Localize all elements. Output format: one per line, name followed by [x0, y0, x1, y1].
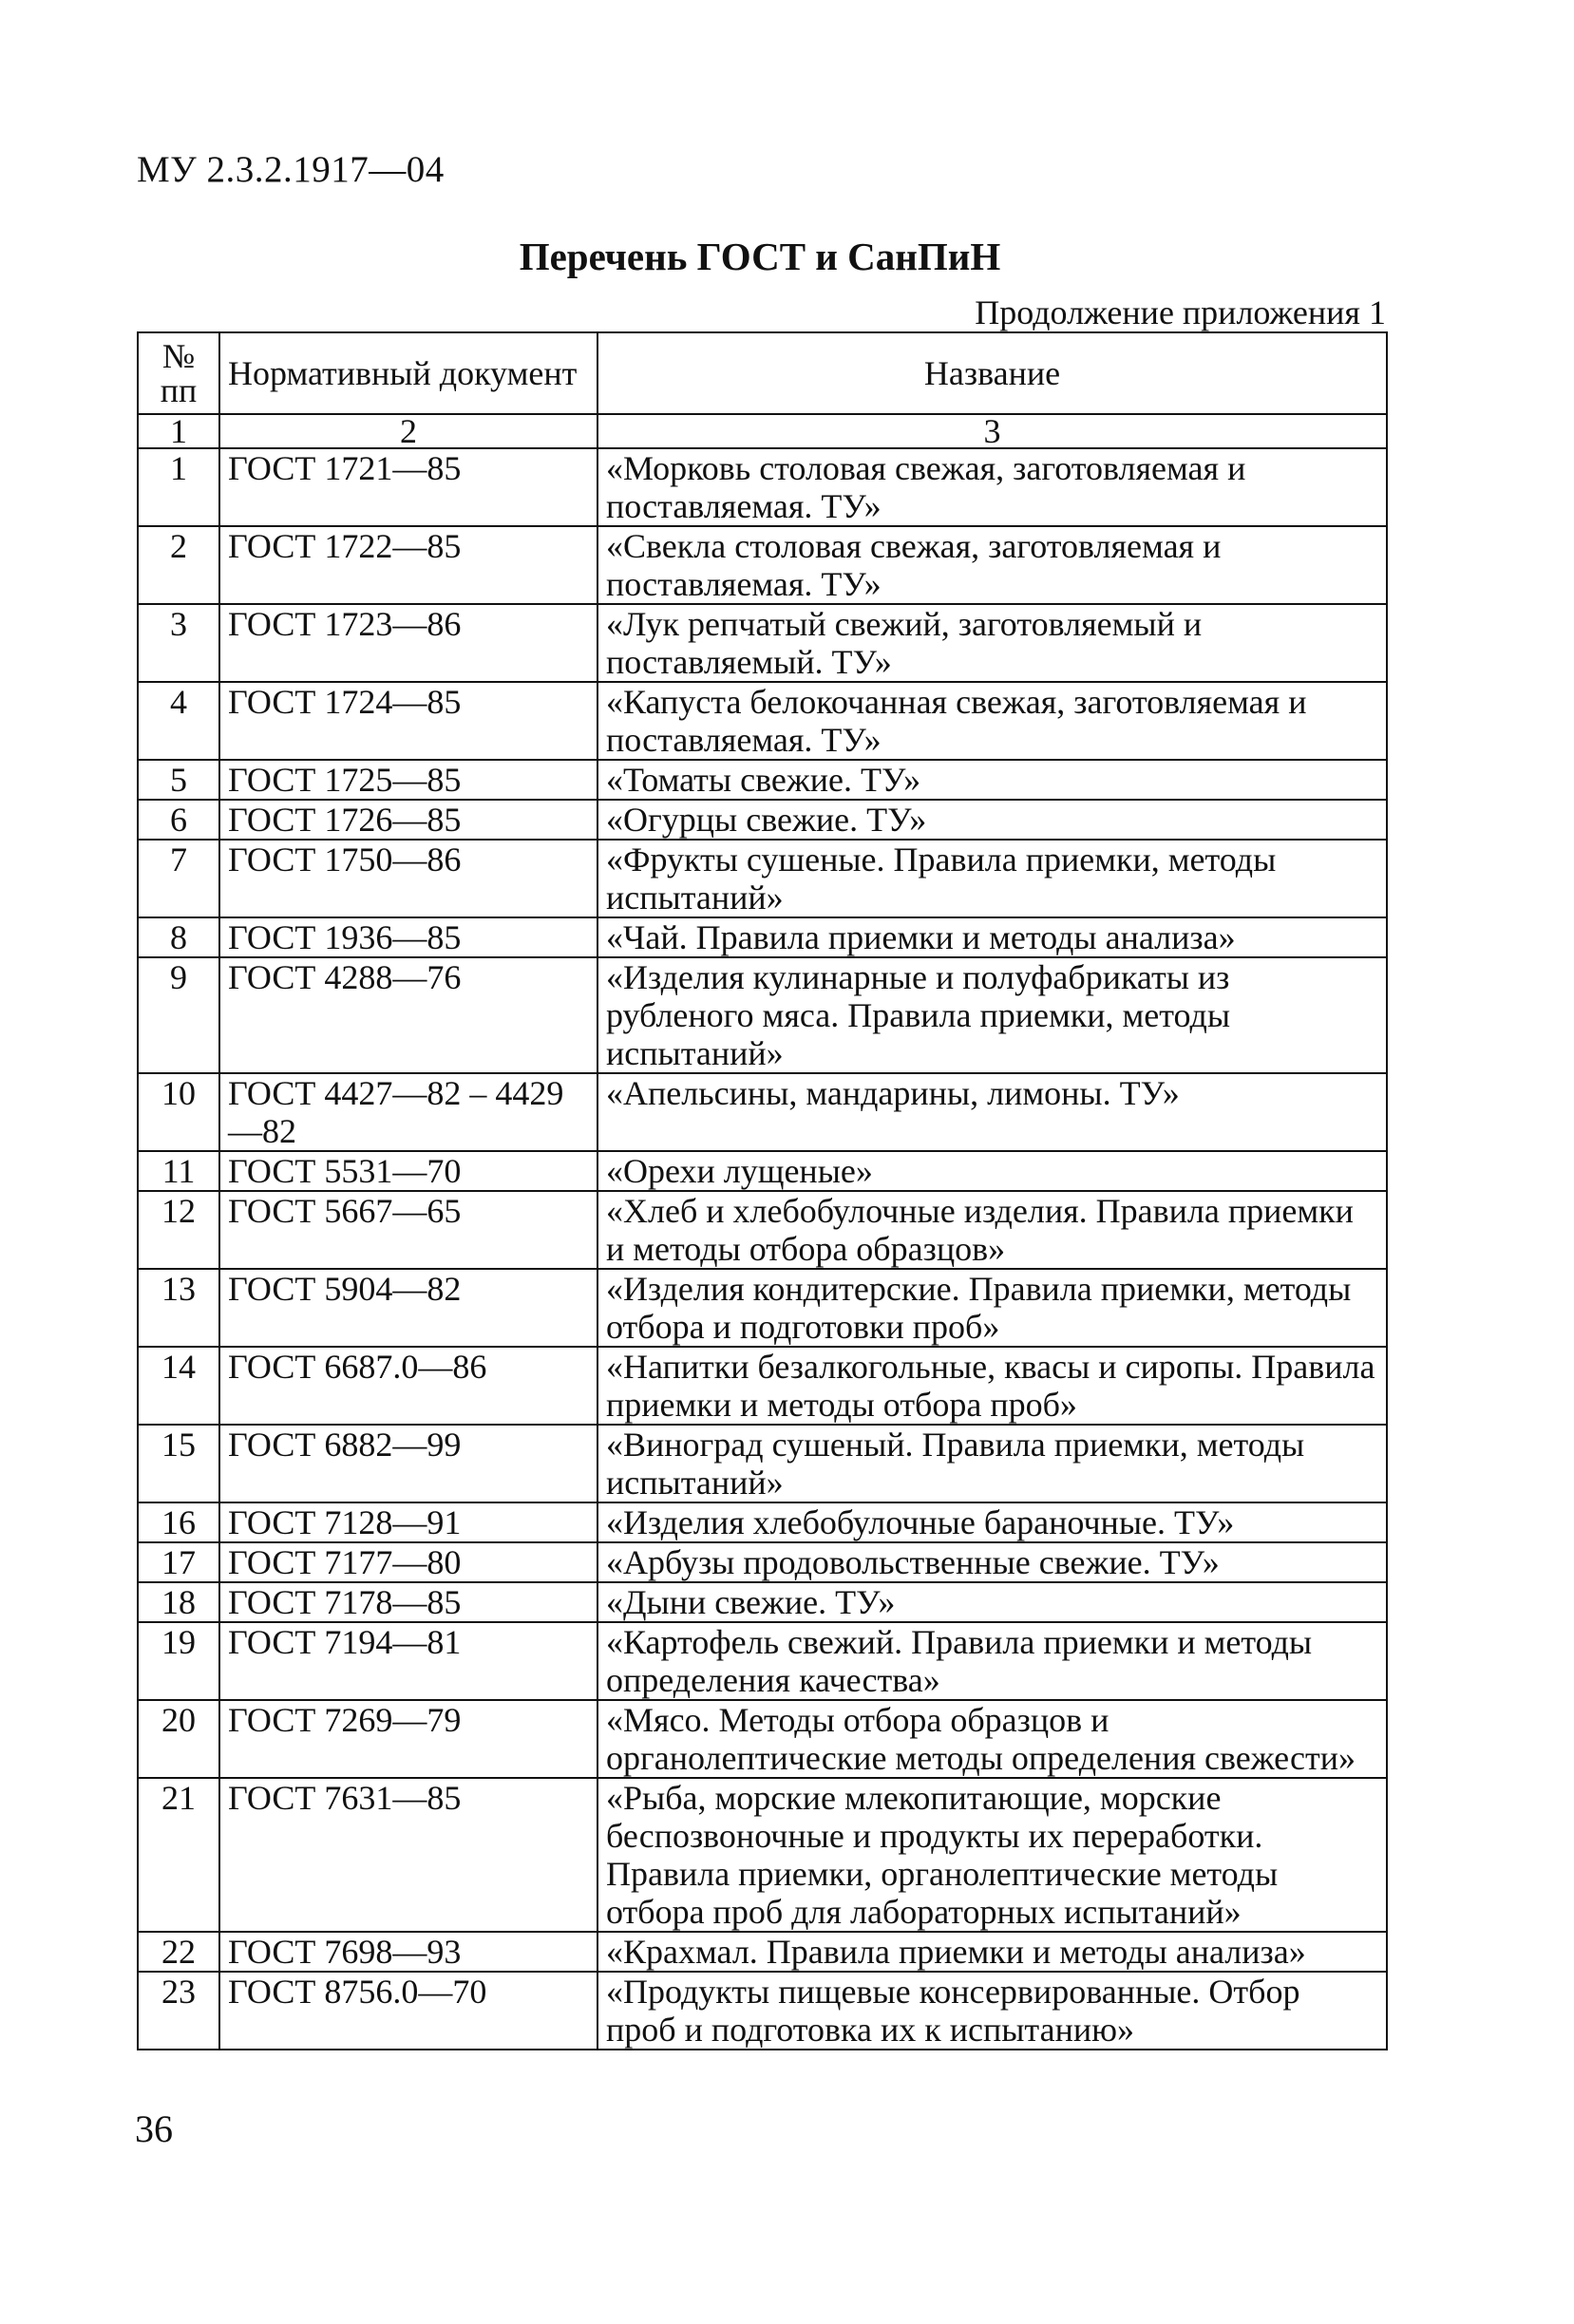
document-cell: ГОСТ 4288—76 — [219, 957, 597, 1073]
document-cell: ГОСТ 7698—93 — [219, 1932, 597, 1972]
title-cell: «Томаты свежие. ТУ» — [597, 760, 1387, 800]
table-row — [138, 682, 1387, 760]
document-cell: ГОСТ 7178—85 — [219, 1582, 597, 1622]
row-number-cell: 11 — [138, 1151, 219, 1191]
table-row — [138, 1502, 1387, 1542]
table-row — [138, 1269, 1387, 1347]
table-row — [138, 1582, 1387, 1622]
document-cell: ГОСТ 1721—85 — [219, 448, 597, 526]
row-number-cell: 13 — [138, 1269, 219, 1347]
table-row — [138, 1073, 1387, 1151]
row-number-cell: 16 — [138, 1502, 219, 1542]
document-cell: ГОСТ 5667—65 — [219, 1191, 597, 1269]
document-cell: ГОСТ 6687.0—86 — [219, 1347, 597, 1425]
row-number-cell: 10 — [138, 1073, 219, 1151]
title-cell: «Морковь столовая свежая, заготовляемая и поставляемая. ТУ» — [597, 448, 1387, 526]
document-cell: ГОСТ 1726—85 — [219, 800, 597, 840]
document-cell: ГОСТ 1724—85 — [219, 682, 597, 760]
title-cell: «Картофель свежий. Правила приемки и методы определения качества» — [597, 1622, 1387, 1700]
table-row — [138, 1700, 1387, 1778]
row-number-cell: 14 — [138, 1347, 219, 1425]
table-row — [138, 1932, 1387, 1972]
row-number-cell: 7 — [138, 840, 219, 917]
column-header-number: № пп — [138, 332, 219, 414]
title-cell: «Лук репчатый свежий, заготовляемый и поставляемый. ТУ» — [597, 604, 1387, 682]
row-number-cell: 1 — [138, 448, 219, 526]
document-cell: ГОСТ 8756.0—70 — [219, 1972, 597, 2050]
continuation-note: Продолжение приложения 1 — [975, 293, 1386, 331]
table-row — [138, 1151, 1387, 1191]
document-code: МУ 2.3.2.1917—04 — [137, 149, 445, 190]
row-number-cell: 4 — [138, 682, 219, 760]
title-cell: «Крахмал. Правила приемки и методы анализа» — [597, 1932, 1387, 1972]
table-row — [138, 526, 1387, 604]
column-number: 2 — [219, 414, 597, 448]
row-number-cell: 6 — [138, 800, 219, 840]
title-cell: «Арбузы продовольственные свежие. ТУ» — [597, 1542, 1387, 1582]
row-number-cell: 9 — [138, 957, 219, 1073]
column-number-row — [138, 414, 1387, 448]
title-cell: «Капуста белокочанная свежая, заготовляемая и поставляемая. ТУ» — [597, 682, 1387, 760]
row-number-cell: 22 — [138, 1932, 219, 1972]
title-cell: «Чай. Правила приемки и методы анализа» — [597, 917, 1387, 957]
document-cell: ГОСТ 7269—79 — [219, 1700, 597, 1778]
row-number-cell: 3 — [138, 604, 219, 682]
document-cell: ГОСТ 4427—82 – 4429—82 — [219, 1073, 597, 1151]
title-cell: «Огурцы свежие. ТУ» — [597, 800, 1387, 840]
title-cell: «Изделия хлебобулочные бараночные. ТУ» — [597, 1502, 1387, 1542]
table-row — [138, 1622, 1387, 1700]
row-number-cell: 23 — [138, 1972, 219, 2050]
title-cell: «Виноград сушеный. Правила приемки, методы испытаний» — [597, 1425, 1387, 1502]
document-cell: ГОСТ 1725—85 — [219, 760, 597, 800]
table-body — [138, 448, 1387, 2050]
table-row — [138, 800, 1387, 840]
document-cell: ГОСТ 1750—86 — [219, 840, 597, 917]
title-cell: «Мясо. Методы отбора образцов и органолептические методы определения свежести» — [597, 1700, 1387, 1778]
document-cell: ГОСТ 6882—99 — [219, 1425, 597, 1502]
title-cell: «Продукты пищевые консервированные. Отбор проб и подготовка их к испытанию» — [597, 1972, 1387, 2050]
table-row — [138, 448, 1387, 526]
row-number-cell: 8 — [138, 917, 219, 957]
title-cell: «Рыба, морские млекопитающие, морские беспозвоночные и продукты их переработки. Правила приемки, органолептические методы отбора проб для лабораторных испытаний» — [597, 1778, 1387, 1932]
column-header-document: Нормативный документ — [219, 332, 597, 414]
title-cell: «Орехи лущеные» — [597, 1151, 1387, 1191]
table-row — [138, 1542, 1387, 1582]
table-row — [138, 1347, 1387, 1425]
table-row — [138, 1425, 1387, 1502]
table-row — [138, 1191, 1387, 1269]
table-row — [138, 957, 1387, 1073]
title-cell: «Изделия кондитерские. Правила приемки, методы отбора и подготовки проб» — [597, 1269, 1387, 1347]
title-cell: «Изделия кулинарные и полуфабрикаты из рубленого мяса. Правила приемки, методы испытаний» — [597, 957, 1387, 1073]
column-number: 1 — [138, 414, 219, 448]
document-cell: ГОСТ 5904—82 — [219, 1269, 597, 1347]
document-cell: ГОСТ 1936—85 — [219, 917, 597, 957]
document-cell: ГОСТ 1723—86 — [219, 604, 597, 682]
title-cell: «Хлеб и хлебобулочные изделия. Правила приемки и методы отбора образцов» — [597, 1191, 1387, 1269]
page-title: Перечень ГОСТ и СанПиН — [519, 235, 1001, 278]
title-cell: «Дыни свежие. ТУ» — [597, 1582, 1387, 1622]
row-number-cell: 12 — [138, 1191, 219, 1269]
row-number-cell: 15 — [138, 1425, 219, 1502]
table-row — [138, 604, 1387, 682]
column-header-name: Название — [597, 332, 1387, 414]
title-cell: «Фрукты сушеные. Правила приемки, методы испытаний» — [597, 840, 1387, 917]
row-number-cell: 2 — [138, 526, 219, 604]
table-header-row — [138, 332, 1387, 414]
document-cell: ГОСТ 7631—85 — [219, 1778, 597, 1932]
gost-table — [137, 331, 1388, 2050]
row-number-cell: 17 — [138, 1542, 219, 1582]
row-number-cell: 5 — [138, 760, 219, 800]
document-cell: ГОСТ 7128—91 — [219, 1502, 597, 1542]
column-number: 3 — [597, 414, 1387, 448]
table-row — [138, 917, 1387, 957]
document-cell: ГОСТ 1722—85 — [219, 526, 597, 604]
document-cell: ГОСТ 7194—81 — [219, 1622, 597, 1700]
title-cell: «Свекла столовая свежая, заготовляемая и поставляемая. ТУ» — [597, 526, 1387, 604]
row-number-cell: 21 — [138, 1778, 219, 1932]
table-row — [138, 840, 1387, 917]
title-cell: «Апельсины, мандарины, лимоны. ТУ» — [597, 1073, 1387, 1151]
document-cell: ГОСТ 7177—80 — [219, 1542, 597, 1582]
document-cell: ГОСТ 5531—70 — [219, 1151, 597, 1191]
row-number-cell: 18 — [138, 1582, 219, 1622]
table-row — [138, 1778, 1387, 1932]
table-row — [138, 1972, 1387, 2050]
title-cell: «Напитки безалкогольные, квасы и сиропы. Правила приемки и методы отбора проб» — [597, 1347, 1387, 1425]
row-number-cell: 20 — [138, 1700, 219, 1778]
table-row — [138, 760, 1387, 800]
row-number-cell: 19 — [138, 1622, 219, 1700]
page-number: 36 — [135, 2107, 173, 2150]
